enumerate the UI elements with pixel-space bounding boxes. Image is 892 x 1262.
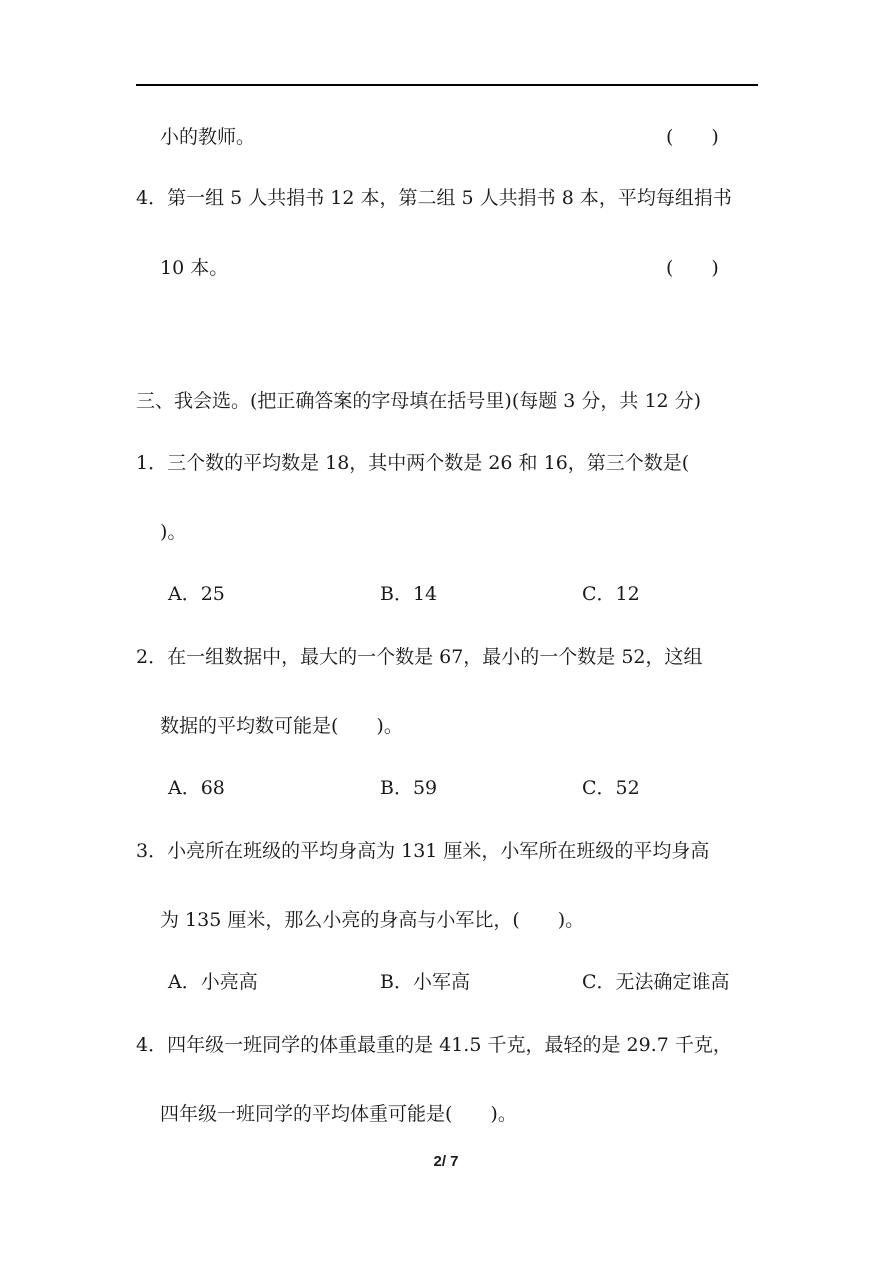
question-text: 3．小亮所在班级的平均身高为 131 厘米，小军所在班级的平均身高 [136, 840, 710, 862]
option-c: C．无法确定谁高 [582, 971, 730, 993]
question-text: 10 本。 [160, 257, 229, 279]
option-b: B．14 [380, 583, 438, 605]
page-number: 2/ 7 [433, 1153, 459, 1170]
option-a: A．68 [168, 777, 225, 799]
question-text: 4．第一组 5 人共捐书 12 本，第二组 5 人共捐书 8 本，平均每组捐书 [136, 187, 732, 209]
option-a: A．小亮高 [168, 971, 258, 993]
question-text: 4．四年级一班同学的体重最重的是 41.5 千克，最轻的是 29.7 千克， [136, 1034, 732, 1056]
option-b: B．小军高 [380, 971, 470, 993]
answer-paren: ( ) [666, 257, 719, 279]
section-heading: 三、我会选。(把正确答案的字母填在括号里)(每题 3 分，共 12 分) [136, 390, 702, 412]
question-text: 数据的平均数可能是( )。 [160, 715, 403, 737]
option-b: B．59 [380, 777, 438, 799]
header-rule [136, 84, 758, 86]
option-c: C．12 [582, 583, 640, 605]
question-text: 为 135 厘米，那么小亮的身高与小军比，( )。 [160, 909, 585, 931]
answer-paren: ( ) [666, 126, 719, 148]
question-text: )。 [160, 521, 187, 543]
option-c: C．52 [582, 777, 640, 799]
option-a: A．25 [168, 583, 225, 605]
question-text: 2．在一组数据中，最大的一个数是 67，最小的一个数是 52，这组 [136, 646, 703, 668]
question-text: 小的教师。 [160, 126, 256, 148]
question-text: 四年级一班同学的平均体重可能是( )。 [160, 1103, 517, 1125]
question-text: 1．三个数的平均数是 18，其中两个数是 26 和 16，第三个数是( [136, 452, 690, 474]
